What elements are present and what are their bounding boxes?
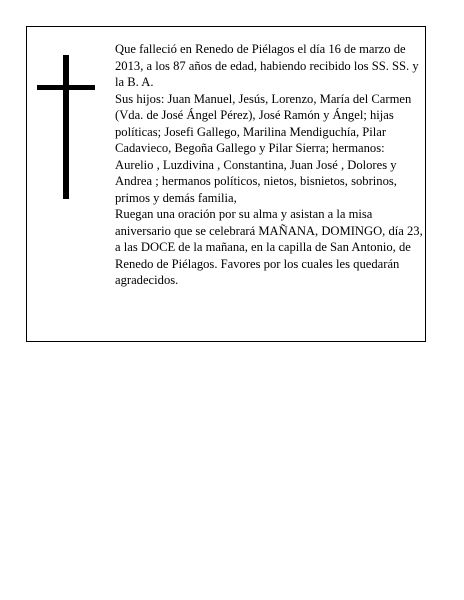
family-members-paragraph: Sus hijos: Juan Manuel, Jesús, Lorenzo, María del Carmen (Vda. de José Ángel Pérez), José Ramón y Ángel; hijas políticas; Josefi Gallego, Marilina Mendiguchía, Pilar Cadavieco, Begoña Gallego y Pilar Sierra; hermanos: Aurelio , Luzdivina , Constantina, Juan José , Dolores y Andrea ; hermanos políticos, nietos, bisnietos, sobrinos, primos y demás familia,: [115, 91, 412, 205]
cross-horizontal-bar: [37, 85, 95, 90]
death-announcement-paragraph: Que falleció en Renedo de Piélagos el día 16 de marzo de 2013, a los 87 años de edad, habiendo recibido los SS. SS. y la B. A.: [115, 42, 419, 89]
cross-vertical-bar: [63, 55, 69, 199]
mass-invitation-paragraph: Ruegan una oración por su alma y asistan a la misa aniversario que se celebrará MAÑANA, DOMINGO, día 23, a las DOCE de la mañana, en la capilla de San Antonio, de Renedo de Piélagos. Favores por los cuales les quedarán agradecidos.: [115, 207, 423, 287]
obituary-notice: [26, 26, 426, 342]
latin-cross-icon: [37, 55, 95, 199]
notice-body: [115, 41, 423, 289]
